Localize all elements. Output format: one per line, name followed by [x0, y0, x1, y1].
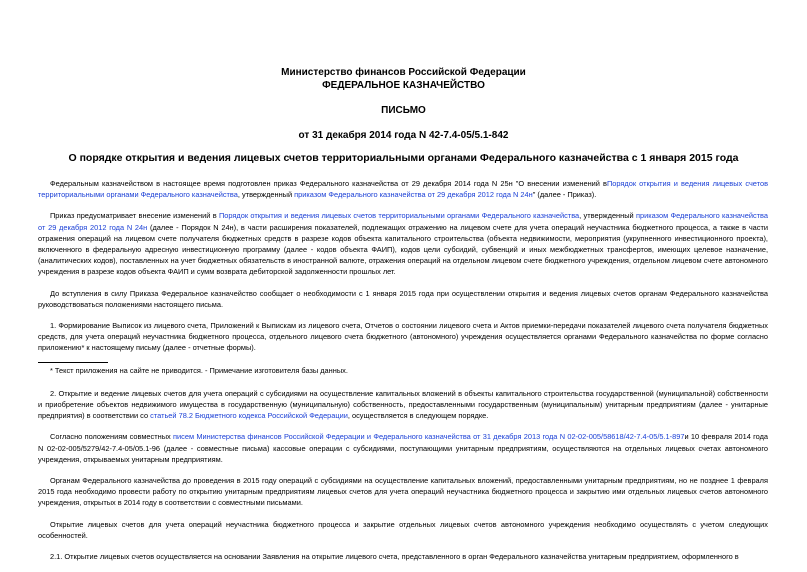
- document-body: [38, 178, 768, 572]
- paragraph-8: Открытие лицевых счетов для учета операций неучастника бюджетного процесса и закрытие отдельных лицевых счетов автономного учреждения необходимо осуществлять с учетом следующих особенностей.: [38, 519, 768, 540]
- document-header: [0, 66, 807, 142]
- footnote-separator: [38, 362, 108, 363]
- paragraph-7: Органам Федерального казначейства до проведения в 2015 году операций с субсидиями на осуществление капитальных вложений, предоставленными унитарным предприятиям, но не позднее 1 февраля 2015 года необходимо провести работу по открытию унитарным предприятиям лицевых счетов для учета операций неучастника бюджетного процесса и закрытию ими отдельных лицевых счетов автономного учреждения, открытых в 2014 году в соответствии с совместными письмами.: [38, 476, 768, 508]
- paragraph-2-text-b: , утвержденный: [579, 211, 636, 221]
- paragraph-1-text-c: " (далее - Приказ).: [532, 190, 597, 200]
- paragraph-2-text-a: Приказ предусматривает внесение изменений в: [50, 211, 219, 221]
- issuer-ministry: Министерство финансов Российской Федерации: [281, 67, 526, 78]
- paragraph-4: 1. Формирование Выписок из лицевого счета, Приложений к Выпискам из лицевого счета, Отчетов о состоянии лицевого счета и Актов приемки-передачи показателей лицевого счета получателя бюджетных средств, для учета операций неучастника бюджетного процесса, отдельного лицевого счета бюджетного (автономного) учреждения осуществляется органами Федерального казначейства по форме согласно приложению* к настоящему письму (далее - отчетные формы).: [38, 321, 768, 353]
- link-procedure-2[interactable]: Порядок открытия и ведения лицевых счетов территориальными органами Федерального казначейства: [218, 211, 580, 221]
- document-type: ПИСЬМО: [381, 105, 426, 116]
- document-date-number: от 31 декабря 2014 года N 42-7.4-05/5.1-842: [298, 130, 509, 141]
- footnote: * Текст приложения на сайте не приводится. - Примечание изготовителя базы данных.: [50, 365, 348, 375]
- link-budget-code-78-2[interactable]: статьей 78.2 Бюджетного кодекса Российской Федерации: [150, 411, 348, 421]
- paragraph-6-text-b: и 10 февраля 2014 года N 02-02-005/5279/42-7.4-05/05.1-96 (далее - совместные письма) кассовые операции с субсидиями, поступающими унитарным предприятиям, осуществляются на отдельных лицевых счетах автономного учреждения, открываемых унитарным предприятиям.: [38, 432, 769, 464]
- paragraph-6-text-a: Согласно положениям совместных: [50, 432, 174, 442]
- link-procedure[interactable]: Порядок открытия и ведения лицевых счетов территориальными органами Федерального казначейства: [38, 179, 769, 200]
- paragraph-2-text-c: (далее - Порядок N 24н), в части расширения показателей, подлежащих отражению на лицевом счете для учета операций неучастника бюджетного процесса, а также в части отражения операций на лицевом счете получателя бюджетных средств в разрезе кодов объекта капитального строительства (объекта недвижимости, мероприятия (укрупненного инвестиционного проекта), включенного в федеральную адресную инвестиционную программу (далее - кодов объекта ФАИП), кодов цели субсидий, субвенций и иных межбюджетных трансфертов, имеющих целевое назначение, (аналитических кодов), поставленных на учет бюджетных обязательств в иностранной валюте, отражения операций на отдельном лицевом счете бюджетного учреждения, отдельном лицевом счете автономного учреждения в разрезе кодов объекта ФАИП и сумм возврата дебиторской задолженности прошлых лет.: [38, 222, 768, 277]
- paragraph-3: До вступления в силу Приказа Федеральное казначейство сообщает о необходимости с 1 января 2015 года при осуществлении открытия и ведения лицевых счетов органам Федерального казначейства руководствоваться положениями настоящего письма.: [38, 288, 768, 309]
- paragraph-2: [38, 210, 768, 277]
- link-joint-letters[interactable]: писем Министерства финансов Российской Федерации и Федерального казначейства от 31 декабря 2013 года N 02-02-005/58618/42-7.4-05/5.1-897: [173, 432, 685, 442]
- paragraph-1-text-a: Федеральным казначейством в настоящее время подготовлен приказ Федерального казначейства от 29 декабря 2014 года N 25н "О внесении изменений в: [50, 179, 607, 188]
- paragraph-5: [38, 388, 768, 422]
- link-order-24n[interactable]: приказом Федерального казначейства от 29 декабря 2012 года N 24н: [294, 190, 533, 200]
- paragraph-1: [38, 178, 768, 200]
- issuer-treasury: ФЕДЕРАЛЬНОЕ КАЗНАЧЕЙСТВО: [322, 80, 485, 91]
- paragraph-6: [38, 431, 768, 465]
- paragraph-9: 2.1. Открытие лицевых счетов осуществляется на основании Заявления на открытие лицевого счета, представленного в орган Федерального казначейства унитарным предприятием, оформленного в: [50, 552, 739, 562]
- paragraph-5-text-b: , осуществляется в следующем порядке.: [347, 411, 489, 421]
- paragraph-1-text-b: , утвержденный: [237, 190, 295, 200]
- paragraph-5-text-a: 2. Открытие и ведение лицевых счетов для учета операций с субсидиями на осуществление капитальных вложений в объекты капитального строительства государственной (муниципальной) собственности и приобретение объектов недвижимого имущества в государственную (муниципальную) собственность, предоставленными государственным (муниципальным) унитарным предприятиям (далее - унитарные предприятия) в соответствии со: [38, 388, 768, 421]
- document-title: О порядке открытия и ведения лицевых счетов территориальными органами Федерального казначейства с 1 января 2015 года: [68, 152, 739, 164]
- link-order-24n-2[interactable]: приказом Федерального казначейства от 29 декабря 2012 года N 24н: [38, 211, 768, 232]
